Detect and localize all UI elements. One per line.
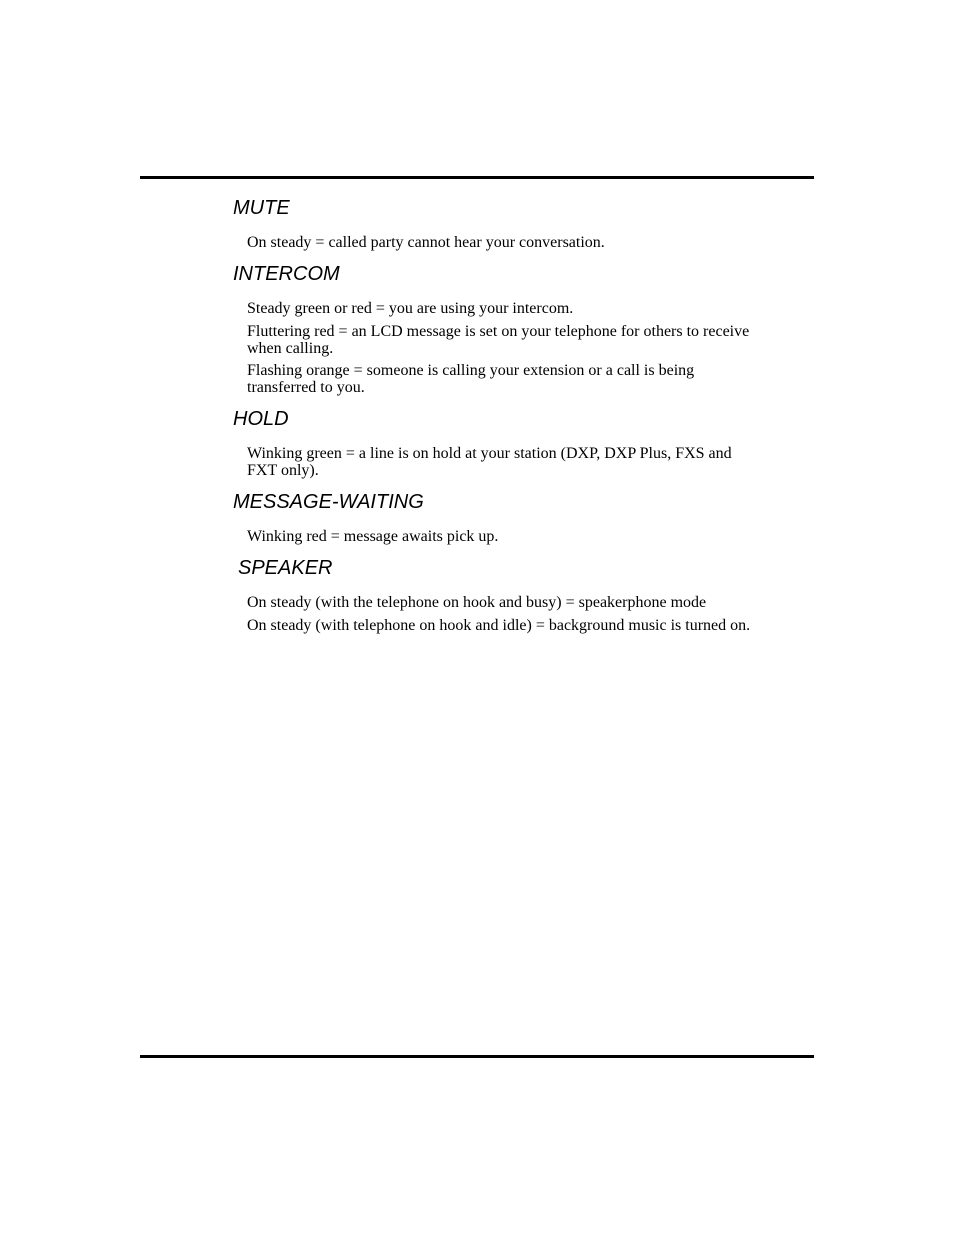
top-rule [140,176,814,179]
heading-mute: MUTE [233,197,290,219]
bottom-rule [140,1055,814,1058]
message-waiting-description: Winking red = message awaits pick up. [247,528,499,545]
intercom-description-2: Fluttering red = an LCD message is set on your telephone for others to receive when calling. [247,323,750,357]
heading-speaker: SPEAKER [238,557,333,579]
heading-hold: HOLD [233,408,289,430]
heading-message-waiting: MESSAGE-WAITING [233,491,424,513]
heading-intercom: INTERCOM [233,263,340,285]
mute-description: On steady = called party cannot hear your conversation. [247,234,605,251]
hold-description: Winking green = a line is on hold at your station (DXP, DXP Plus, FXS and FXT only). [247,445,732,479]
intercom-description-1: Steady green or red = you are using your intercom. [247,300,574,317]
speaker-description-2: On steady (with telephone on hook and idle) = background music is turned on. [247,617,751,634]
speaker-description-1: On steady (with the telephone on hook and busy) = speakerphone mode [247,594,707,611]
intercom-description-3: Flashing orange = someone is calling your extension or a call is being transferred to you. [247,362,695,396]
